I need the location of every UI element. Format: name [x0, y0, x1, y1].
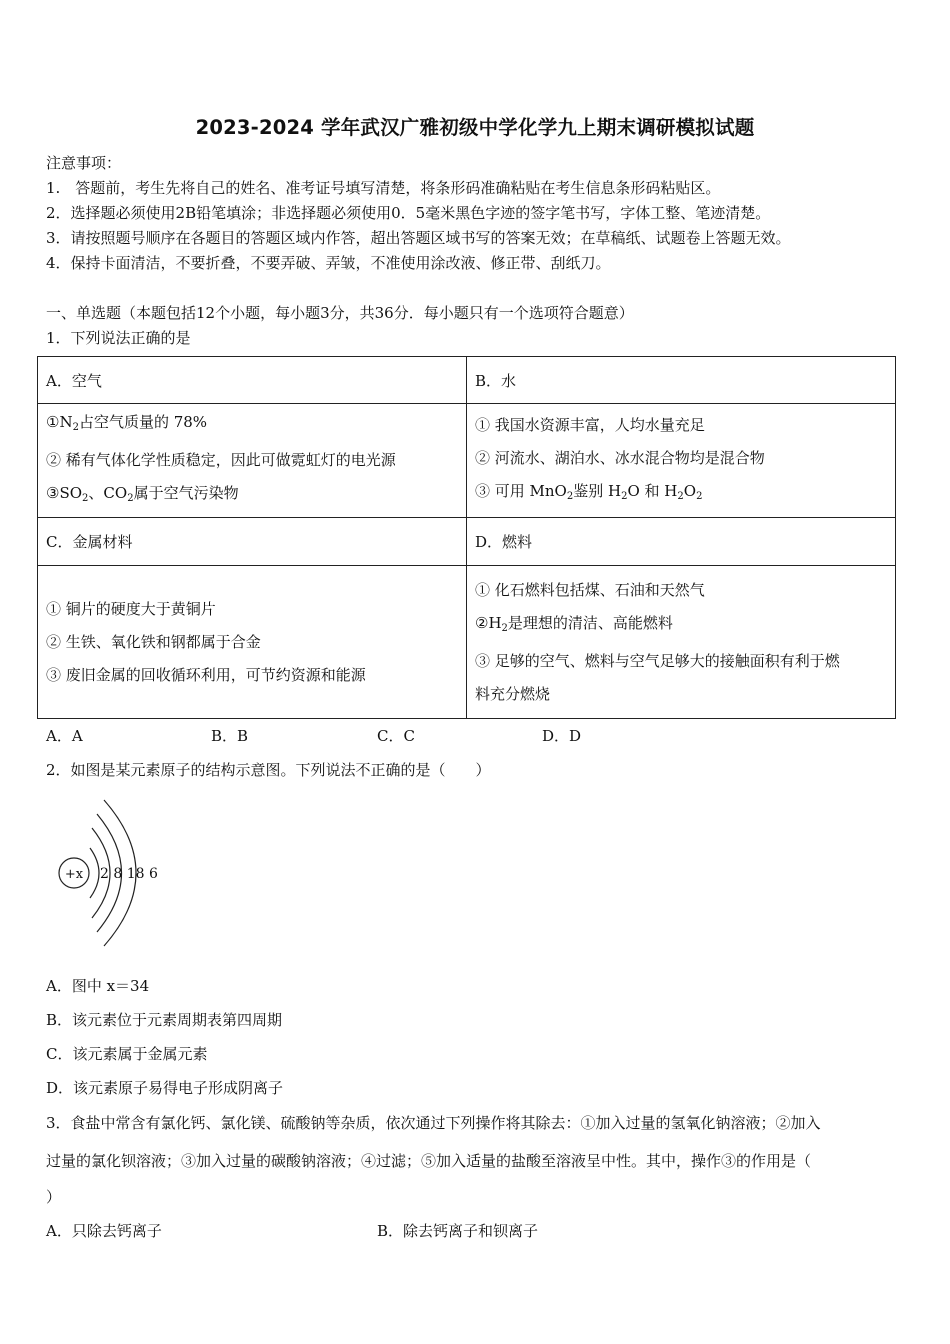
cell-a-body — [38, 404, 467, 518]
note-item: 2．选择题必须使用2B铅笔填涂；非选择题必须使用0．5毫米黑色字迹的签字笔书写，字体工整、笔迹清楚。 — [46, 204, 771, 222]
statement: ① 我国水资源丰富，人均水量充足 — [475, 415, 705, 434]
cell-b-head: B．水 — [467, 357, 896, 404]
statement: 料充分燃烧 — [475, 684, 551, 703]
cell-a-head: A．空气 — [38, 357, 467, 404]
question-1-table — [37, 356, 896, 719]
q2-option-b[interactable]: B．该元素位于元素周期表第四周期 — [46, 1011, 283, 1029]
cell-c-head: C．金属材料 — [38, 518, 467, 566]
cell-b-body — [467, 404, 896, 518]
q3-option-b[interactable]: B．除去钙离子和钡离子 — [377, 1222, 539, 1240]
cell-c-body — [38, 566, 467, 719]
note-item: 4．保持卡面清洁，不要折叠，不要弄破、弄皱，不准使用涂改液、修正带、刮纸刀。 — [46, 254, 611, 272]
shell-electron-counts: 2 8 18 6 — [100, 866, 158, 882]
statement: ① 铜片的硬度大于黄铜片 — [46, 599, 216, 618]
option-b[interactable]: B．B — [211, 727, 249, 745]
atom-structure-diagram — [50, 790, 180, 950]
question-2-stem: 2．如图是某元素原子的结构示意图。下列说法不正确的是（ ） — [46, 761, 491, 779]
statement: ② 河流水、湖泊水、冰水混合物均是混合物 — [475, 448, 765, 467]
statement: ② 生铁、氧化铁和钢都属于合金 — [46, 632, 261, 651]
question-1-stem: 1．下列说法正确的是 — [46, 329, 191, 347]
cell-d-body — [467, 566, 896, 719]
question-3-line: ） — [46, 1188, 62, 1206]
statement: ② 稀有气体化学性质稳定，因此可做霓虹灯的电光源 — [46, 451, 396, 469]
notes-heading: 注意事项： — [46, 154, 122, 172]
statement: ③ 足够的空气、燃料与空气足够大的接触面积有利于燃 — [475, 651, 840, 670]
note-item: 1. 答题前，考生先将自己的姓名、准考证号填写清楚，将条形码准确粘贴在考生信息条形码粘贴区。 — [46, 179, 721, 197]
q3-option-a[interactable]: A．只除去钙离子 — [46, 1222, 162, 1240]
statement: ③ 废旧金属的回收循环利用，可节约资源和能源 — [46, 665, 366, 684]
q2-option-d[interactable]: D．该元素原子易得电子形成阴离子 — [46, 1079, 284, 1097]
question-3-line: 过量的氯化钡溶液；③加入过量的碳酸钠溶液；④过滤；⑤加入适量的盐酸至溶液呈中性。其中，操作③的作用是（ — [46, 1152, 812, 1170]
statement: ① 化石燃料包括煤、石油和天然气 — [475, 580, 705, 599]
electron-shell-1 — [90, 848, 99, 898]
cell-d-head: D．燃料 — [467, 518, 896, 566]
option-c[interactable]: C．C — [377, 727, 415, 745]
question-3-line: 3．食盐中常含有氯化钙、氯化镁、硫酸钠等杂质，依次通过下列操作将其除去：①加入过量的氢氧化钠溶液；②加入 — [46, 1114, 821, 1132]
option-d[interactable]: D．D — [542, 727, 582, 745]
q2-option-c[interactable]: C．该元素属于金属元素 — [46, 1045, 208, 1063]
statement: $②H_2$是理想的清洁、高能燃料 — [475, 613, 673, 634]
page-title: 2023-2024 学年武汉广雅初级中学化学九上期末调研模拟试题 — [195, 116, 755, 139]
q2-option-a[interactable]: A．图中 x＝34 — [46, 977, 150, 995]
note-item: 3．请按照题号顺序在各题目的答题区域内作答，超出答题区域书写的答案无效；在草稿纸、试题卷上答题无效。 — [46, 229, 791, 247]
statement: ③ 可用 MnO$_2$鉴别 $H_2O$ 和 $H_2O_2$ — [475, 481, 703, 502]
section-heading: 一、单选题（本题包括12个小题，每小题3分，共36分．每小题只有一个选项符合题意） — [46, 304, 634, 322]
option-a[interactable]: A．A — [46, 727, 83, 745]
statement: $①N_2$占空气质量的 78% — [46, 413, 208, 433]
nucleus-label: +x — [64, 867, 84, 882]
statement: $③SO_2$、$CO_2$属于空气污染物 — [46, 484, 239, 504]
